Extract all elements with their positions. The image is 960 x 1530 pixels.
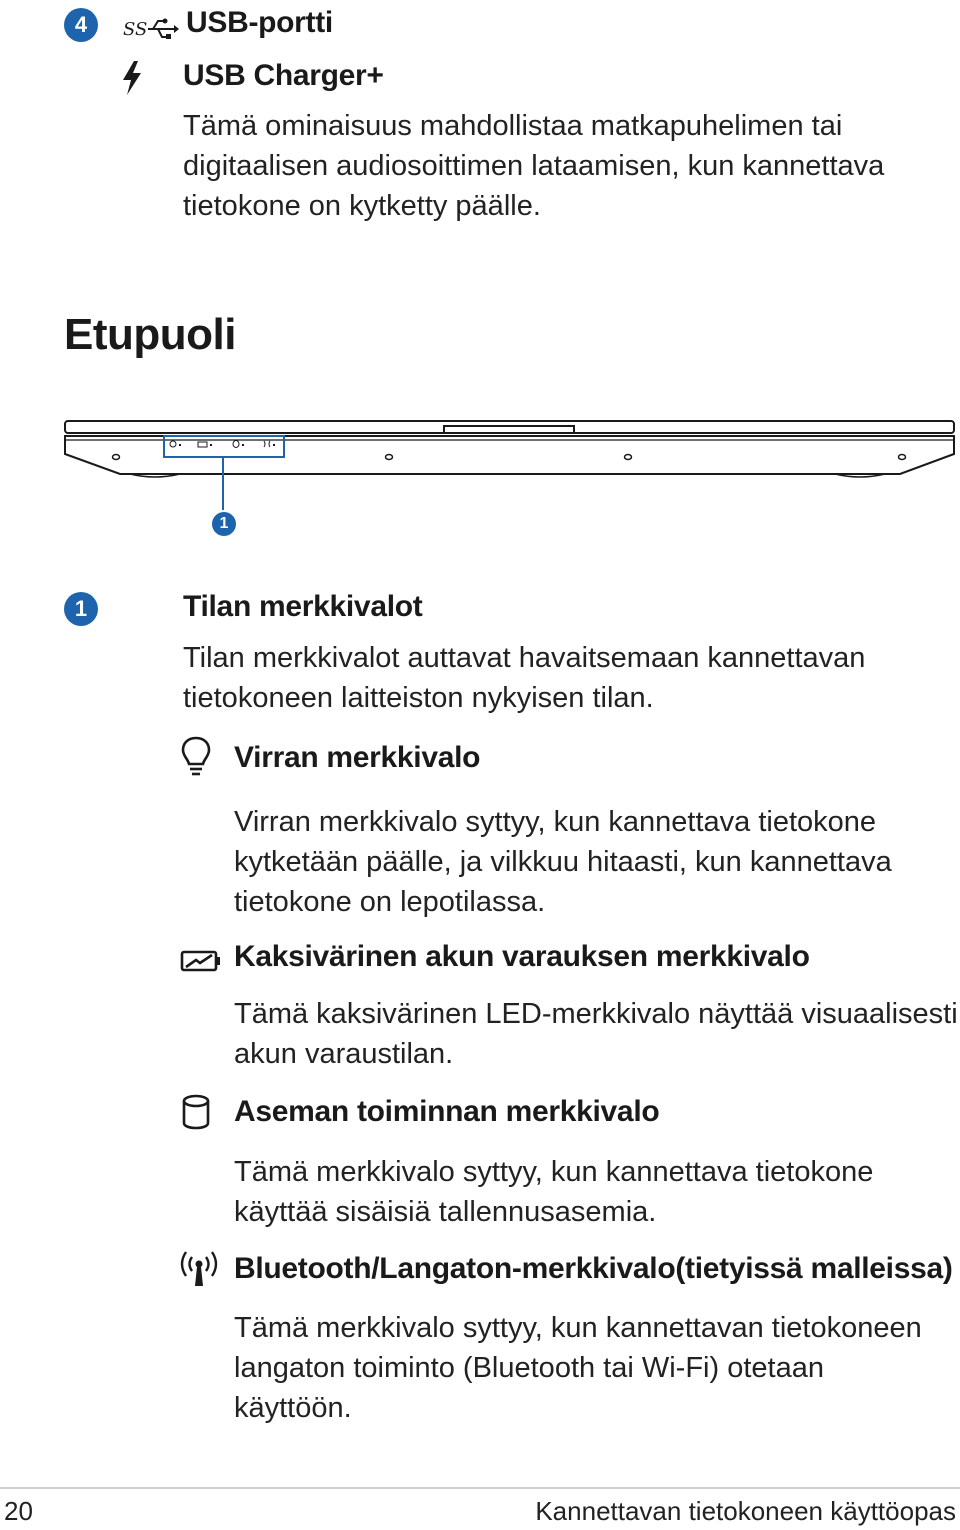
text-line: Tämä kaksivärinen LED-merkkivalo näyttää visuaalisesti bbox=[234, 998, 958, 1030]
drive-indicator-description bbox=[234, 1152, 873, 1232]
text-line: tietokone on kytketty päälle. bbox=[183, 190, 541, 222]
svg-text:SS: SS bbox=[123, 19, 148, 40]
wireless-icon bbox=[178, 1250, 220, 1288]
section-title: Etupuoli bbox=[64, 310, 236, 359]
drive-activity-icon bbox=[181, 1094, 211, 1130]
text-line: käyttöön. bbox=[234, 1392, 352, 1424]
text-line: Tilan merkkivalot auttavat havaitsemaan kannettavan bbox=[183, 642, 866, 674]
text-line: langaton toiminto (Bluetooth tai Wi-Fi) otetaan bbox=[234, 1352, 824, 1384]
text-line: Tämä ominaisuus mahdollistaa matkapuhelimen tai bbox=[183, 110, 843, 142]
battery-charge-icon bbox=[180, 948, 222, 974]
lightning-charge-icon bbox=[120, 60, 144, 96]
wireless-indicator-description bbox=[234, 1308, 922, 1428]
callout-number-4: 4 bbox=[64, 8, 98, 42]
wireless-indicator-title: Bluetooth/Langaton-merkkivalo(tietyissä malleissa) bbox=[234, 1252, 953, 1285]
usb-charger-description bbox=[183, 106, 884, 226]
laptop-front-view-diagram bbox=[60, 414, 960, 544]
status-indicators-title: Tilan merkkivalot bbox=[183, 590, 423, 623]
usb-charger-title: USB Charger+ bbox=[183, 59, 384, 92]
page-number: 20 bbox=[4, 1496, 33, 1526]
text-line: tietokoneen laitteiston nykyisen tilan. bbox=[183, 682, 654, 714]
power-indicator-description bbox=[234, 802, 892, 922]
text-line: kytketään päälle, ja vilkkuu hitaasti, kun kannettava bbox=[234, 846, 892, 878]
text-line: akun varaustilan. bbox=[234, 1038, 454, 1070]
diagram-callout-1: 1 bbox=[212, 512, 236, 536]
status-indicators-description bbox=[183, 638, 865, 718]
text-line: Tämä merkkivalo syttyy, kun kannettava tietokone bbox=[234, 1156, 874, 1188]
text-line: Tämä merkkivalo syttyy, kun kannettavan tietokoneen bbox=[234, 1312, 922, 1344]
power-indicator-title: Virran merkkivalo bbox=[234, 741, 481, 774]
battery-indicator-title: Kaksivärinen akun varauksen merkkivalo bbox=[234, 940, 810, 973]
callout-number-1: 1 bbox=[64, 592, 98, 626]
text-line: tietokone on lepotilassa. bbox=[234, 886, 546, 918]
text-line: Virran merkkivalo syttyy, kun kannettava tietokone bbox=[234, 806, 877, 838]
drive-indicator-title: Aseman toiminnan merkkivalo bbox=[234, 1095, 660, 1128]
battery-indicator-description bbox=[234, 994, 958, 1074]
usb-port-title: USB-portti bbox=[186, 6, 333, 39]
lightbulb-icon bbox=[180, 736, 212, 776]
text-line: käyttää sisäisiä tallennusasemia. bbox=[234, 1196, 657, 1228]
manual-title: Kannettavan tietokoneen käyttöopas bbox=[535, 1496, 956, 1526]
footer-divider bbox=[0, 1487, 960, 1489]
usb-superspeed-icon bbox=[122, 12, 180, 42]
text-line: digitaalisen audiosoittimen lataamisen, kun kannettava bbox=[183, 150, 885, 182]
